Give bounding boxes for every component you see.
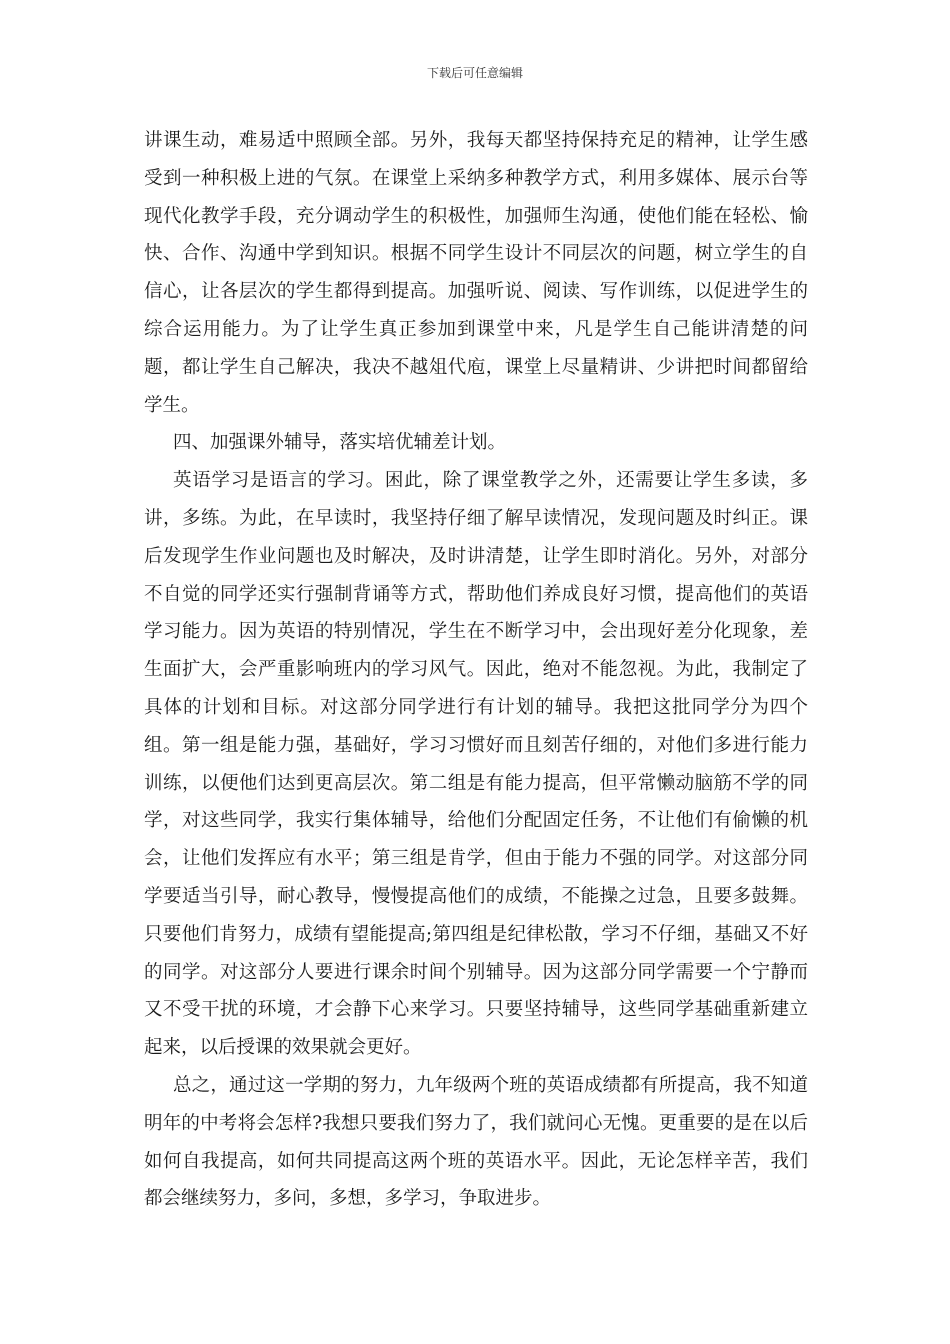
- section-heading-tutoring: 四、加强课外辅导，落实培优辅差计划。: [173, 432, 507, 454]
- paragraph-tutoring-plan: 英语学习是语言的学习。困此，除了课堂教学之外，还需要让学生多读，多讲，多练。为此，在早读时，我坚持仔细了解早读情况，发现问题及时纠正。课后发现学生作业问题也及时解决，及时讲清楚，让学生即时消化。另外，对部分不自觉的同学还实行强制背诵等方式，帮助他们养成良好习惯，提高他们的英语学习能力。因为英语的特别情况，学生在不断学习中，会出现好差分化现象，差生面扩大，会严重影响班内的学习风气。因此，绝对不能忽视。为此，我制定了具体的计划和目标。对这部分同学进行有计划的辅导。我把这批同学分为四个组。第一组是能力强，基础好，学习习惯好而且刻苦仔细的，对他们多进行能力训练，以便他们达到更高层次。第二组是有能力提高，但平常懒动脑筋不学的同学，对这些同学，我实行集体辅导，给他们分配固定任务，不让他们有偷懒的机会，让他们发挥应有水平；第三组是肯学，但由于能力不强的同学。对这部分同学要适当引导，耐心教导，慢慢提高他们的成绩，不能操之过急，且要多鼓舞。只要他们肯努力，成绩有望能提高;第四组是纪律松散，学习不仔细，基础又不好的同学。对这部分人要进行课余时间个别辅导。因为这部分同学需要一个宁静而又不受干扰的环境，才会静下心来学习。只要坚持辅导，这些同学基础重新建立起来，以后授课的效果就会更好。: [144, 470, 808, 1059]
- page-header-note: 下载后可任意编辑: [426, 66, 523, 80]
- paragraph-teaching-methods: 讲课生动，难易适中照顾全部。另外，我每天都坚持保持充足的精神，让学生感受到一种积极上进的气氛。在课堂上采纳多种教学方式，利用多媒体、展示台等现代化教学手段，充分调动学生的积极性，加强师生沟通，使他们能在轻松、愉快、合作、沟通中学到知识。根据不同学生设计不同层次的问题，树立学生的自信心，让各层次的学生都得到提高。加强听说、阅读、写作训练，以促进学生的综合运用能力。为了让学生真正参加到课堂中来，凡是学生自己能讲清楚的问题，都让学生自己解决，我决不越俎代庖，课堂上尽量精讲、少讲把时间都留给学生。: [144, 130, 808, 416]
- paragraph-conclusion: 总之，通过这一学期的努力，九年级两个班的英语成绩都有所提高，我不知道明年的中考将会怎样?我想只要我们努力了，我们就问心无愧。更重要的是在以后如何自我提高，如何共同提高这两个班的英语水平。因此，无论怎样辛苦，我们都会继续努力，多问，多想，多学习，争取进步。: [144, 1074, 808, 1210]
- document-body: [144, 122, 808, 1218]
